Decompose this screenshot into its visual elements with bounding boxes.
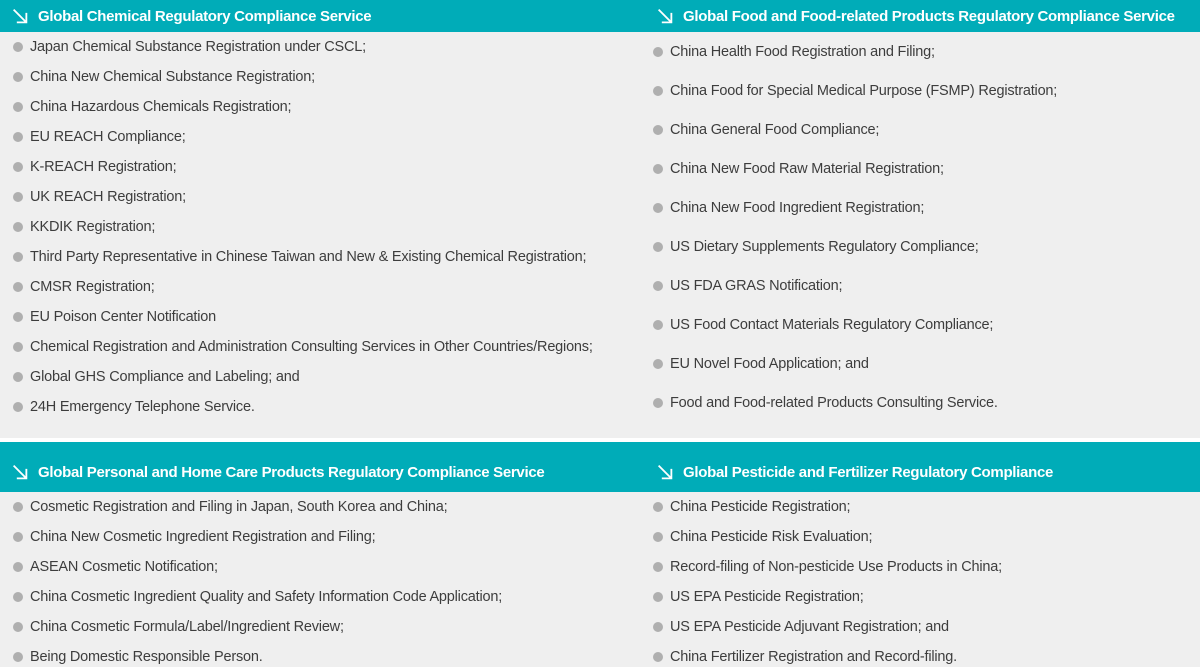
bullet-dot-icon: [13, 252, 23, 262]
bullet-dot-icon: [13, 222, 23, 232]
list-item: [13, 552, 645, 582]
list-item: [13, 152, 645, 182]
list-item-text: Third Party Representative in Chinese Taiwan and New & Existing Chemical Registration;: [30, 249, 587, 265]
list-item-text: EU REACH Compliance;: [30, 129, 186, 145]
list-item-text: China Food for Special Medical Purpose (FSMP) Registration;: [670, 82, 1058, 99]
list-item: [653, 305, 1200, 344]
list-item: [653, 383, 1200, 422]
pesticide-fertilizer-service-list: [645, 492, 1200, 667]
arrow-down-right-icon: [655, 6, 675, 26]
list-item-text: US EPA Pesticide Registration;: [670, 589, 864, 605]
list-item: [653, 227, 1200, 266]
list-item: [13, 392, 645, 422]
bullet-dot-icon: [653, 562, 663, 572]
section-title-chemical: Global Chemical Regulatory Compliance Service: [38, 7, 372, 25]
section-title-food: Global Food and Food-related Products Regulatory Compliance Service: [683, 7, 1175, 25]
bullet-dot-icon: [653, 652, 663, 662]
list-item-text: Japan Chemical Substance Registration under CSCL;: [30, 39, 366, 55]
section-header-personal-home-care: [0, 442, 645, 492]
list-item: [13, 362, 645, 392]
list-item: [653, 582, 1200, 612]
bullet-dot-icon: [13, 282, 23, 292]
arrow-down-right-icon: [10, 6, 30, 26]
list-item-text: China New Chemical Substance Registration;: [30, 69, 315, 85]
section-header-food: [645, 0, 1200, 32]
bullet-dot-icon: [653, 320, 663, 330]
list-item-text: Food and Food-related Products Consulting Service.: [670, 394, 998, 411]
list-item: [13, 642, 645, 667]
list-item: [653, 188, 1200, 227]
food-service-list: [645, 32, 1200, 438]
bullet-dot-icon: [653, 125, 663, 135]
list-item: [13, 62, 645, 92]
list-item: [653, 32, 1200, 71]
bullet-dot-icon: [13, 192, 23, 202]
bullet-dot-icon: [653, 47, 663, 57]
list-item: [13, 332, 645, 362]
list-item-text: China Health Food Registration and Filing;: [670, 43, 935, 60]
list-item: [653, 71, 1200, 110]
bottom-body-panel: [0, 492, 1200, 667]
list-item-text: US Dietary Supplements Regulatory Compliance;: [670, 238, 979, 255]
list-item: [13, 242, 645, 272]
bullet-dot-icon: [13, 132, 23, 142]
section-title-personal-home-care: Global Personal and Home Care Products Regulatory Compliance Service: [38, 463, 545, 481]
list-item: [653, 612, 1200, 642]
list-item-text: China Fertilizer Registration and Record-filing.: [670, 649, 957, 665]
list-item-text: Chemical Registration and Administration Consulting Services in Other Countries/Regions;: [30, 339, 593, 355]
list-item: [13, 492, 645, 522]
list-item-text: K-REACH Registration;: [30, 159, 177, 175]
top-body-panel: [0, 32, 1200, 438]
top-header-band: [0, 0, 1200, 32]
list-item-text: China Cosmetic Formula/Label/Ingredient Review;: [30, 619, 344, 635]
list-item: [653, 552, 1200, 582]
list-item-text: 24H Emergency Telephone Service.: [30, 399, 255, 415]
list-item-text: China Pesticide Risk Evaluation;: [670, 529, 873, 545]
list-item-text: US EPA Pesticide Adjuvant Registration; and: [670, 619, 949, 635]
bullet-dot-icon: [13, 652, 23, 662]
bullet-dot-icon: [13, 592, 23, 602]
bullet-dot-icon: [653, 592, 663, 602]
list-item-text: UK REACH Registration;: [30, 189, 186, 205]
bullet-dot-icon: [13, 102, 23, 112]
list-item: [653, 642, 1200, 667]
list-item: [653, 522, 1200, 552]
bullet-dot-icon: [13, 162, 23, 172]
bullet-dot-icon: [653, 164, 663, 174]
bullet-dot-icon: [13, 562, 23, 572]
bullet-dot-icon: [653, 622, 663, 632]
list-item-text: China Pesticide Registration;: [670, 499, 851, 515]
bullet-dot-icon: [653, 203, 663, 213]
list-item: [13, 582, 645, 612]
list-item: [13, 92, 645, 122]
list-item-text: China Cosmetic Ingredient Quality and Safety Information Code Application;: [30, 589, 503, 605]
list-item-text: China General Food Compliance;: [670, 121, 880, 138]
list-item-text: US FDA GRAS Notification;: [670, 277, 843, 294]
section-header-chemical: [0, 0, 645, 32]
bullet-dot-icon: [13, 502, 23, 512]
list-item: [653, 266, 1200, 305]
bullet-dot-icon: [13, 72, 23, 82]
list-item-text: China New Food Ingredient Registration;: [670, 199, 925, 216]
list-item: [653, 110, 1200, 149]
list-item: [13, 612, 645, 642]
list-item: [653, 344, 1200, 383]
bullet-dot-icon: [653, 359, 663, 369]
section-title-pesticide-fertilizer: Global Pesticide and Fertilizer Regulatory Compliance: [683, 463, 1054, 481]
bullet-dot-icon: [653, 398, 663, 408]
arrow-down-right-icon: [10, 462, 30, 482]
list-item: [13, 32, 645, 62]
list-item: [13, 522, 645, 552]
list-item: [13, 302, 645, 332]
list-item-text: Cosmetic Registration and Filing in Japan, South Korea and China;: [30, 499, 448, 515]
bullet-dot-icon: [653, 502, 663, 512]
list-item: [13, 272, 645, 302]
list-item: [653, 492, 1200, 522]
bullet-dot-icon: [13, 42, 23, 52]
list-item-text: KKDIK Registration;: [30, 219, 156, 235]
bullet-dot-icon: [653, 86, 663, 96]
list-item-text: Being Domestic Responsible Person.: [30, 649, 263, 665]
bullet-dot-icon: [13, 342, 23, 352]
list-item-text: Global GHS Compliance and Labeling; and: [30, 369, 300, 385]
bullet-dot-icon: [653, 532, 663, 542]
arrow-down-right-icon: [655, 462, 675, 482]
bottom-header-band: [0, 442, 1200, 492]
list-item-text: US Food Contact Materials Regulatory Compliance;: [670, 316, 994, 333]
chemical-service-list: [0, 32, 645, 438]
bullet-dot-icon: [13, 532, 23, 542]
bullet-dot-icon: [653, 281, 663, 291]
list-item: [13, 182, 645, 212]
bullet-dot-icon: [13, 622, 23, 632]
list-item: [13, 122, 645, 152]
list-item-text: China New Food Raw Material Registration;: [670, 160, 944, 177]
bullet-dot-icon: [13, 372, 23, 382]
list-item-text: ASEAN Cosmetic Notification;: [30, 559, 218, 575]
personal-home-care-service-list: [0, 492, 645, 667]
list-item: [13, 212, 645, 242]
list-item-text: EU Poison Center Notification: [30, 309, 217, 325]
bullet-dot-icon: [13, 312, 23, 322]
bullet-dot-icon: [653, 242, 663, 252]
list-item: [653, 149, 1200, 188]
list-item-text: Record-filing of Non-pesticide Use Products in China;: [670, 559, 1002, 575]
list-item-text: China Hazardous Chemicals Registration;: [30, 99, 292, 115]
list-item-text: China New Cosmetic Ingredient Registration and Filing;: [30, 529, 376, 545]
list-item-text: EU Novel Food Application; and: [670, 355, 869, 372]
section-header-pesticide-fertilizer: [645, 442, 1200, 492]
list-item-text: CMSR Registration;: [30, 279, 155, 295]
bullet-dot-icon: [13, 402, 23, 412]
